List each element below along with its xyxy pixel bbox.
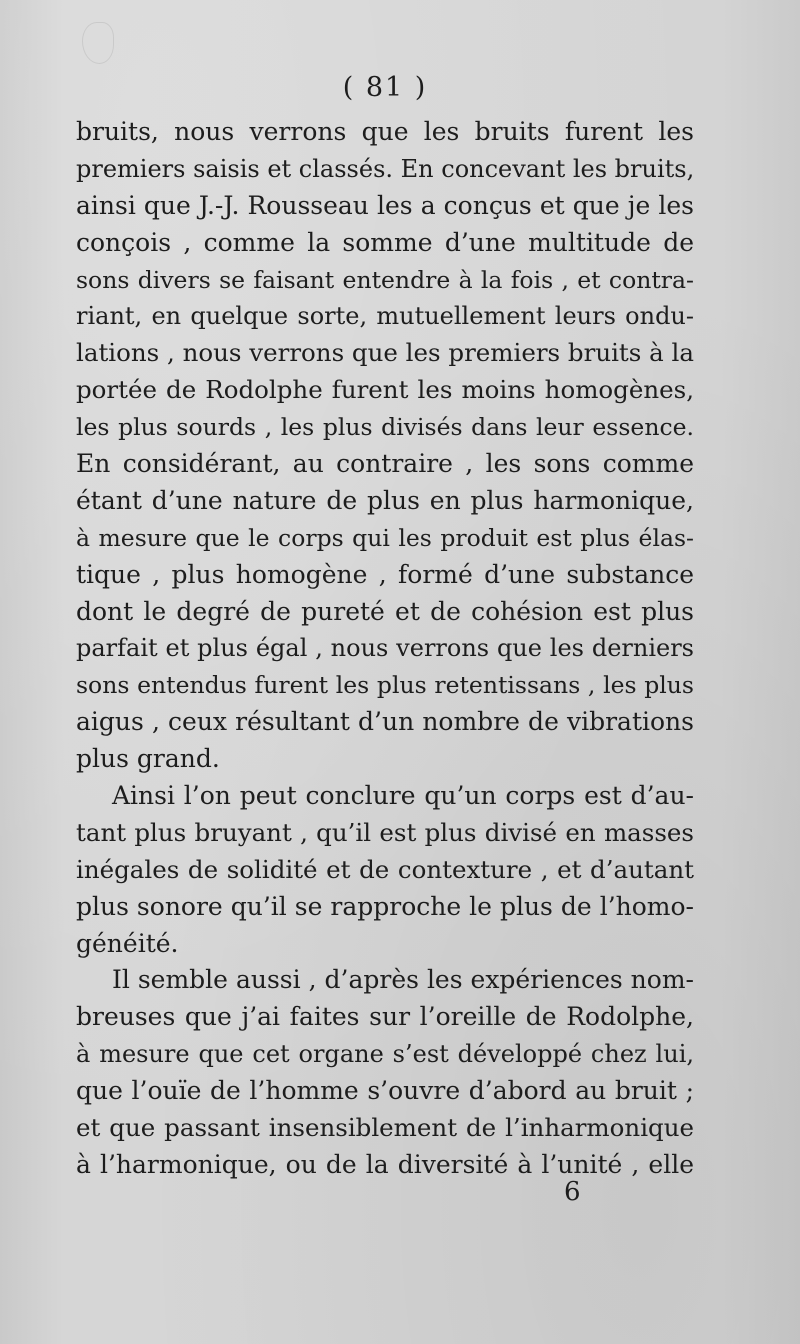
paper-stain <box>82 22 114 64</box>
text-line: et que passant insensiblement de l’inharmonique <box>76 1113 694 1143</box>
text-line: sons divers se faisant entendre à la fois , et contra- <box>76 265 694 294</box>
text-line: bruits, nous verrons que les bruits furent les <box>76 117 694 146</box>
text-line: En considérant, au contraire , les sons comme <box>76 449 694 479</box>
text-line: les plus sourds , les plus divisés dans leur essence. <box>76 413 694 442</box>
text-line: breuses que j’ai faites sur l’oreille de Rodolphe, <box>76 1002 694 1032</box>
text-line: Il semble aussi , d’après les expériences nom- <box>112 965 694 995</box>
text-line: plus grand. <box>76 744 220 774</box>
signature-mark: 6 <box>564 1177 581 1207</box>
text-line: lations , nous verrons que les premiers bruits à la <box>76 338 694 368</box>
text-line: Ainsi l’on peut conclure qu’un corps est d’au- <box>112 781 694 811</box>
body-text <box>76 114 694 1184</box>
text-line: parfait et plus égal , nous verrons que les derniers <box>76 634 694 663</box>
text-line: généité. <box>76 928 179 958</box>
text-line: conçois , comme la somme d’une multitude de <box>76 227 694 257</box>
text-line: tant plus bruyant , qu’il est plus divisé en masses <box>76 817 694 847</box>
text-line: dont le degré de pureté et de cohésion est plus <box>76 596 694 626</box>
text-line: aigus , ceux résultant d’un nombre de vibrations <box>76 707 694 737</box>
text-line: sons entendus furent les plus retentissans , les plus <box>76 671 694 700</box>
text-line: à mesure que le corps qui les produit est plus élas- <box>76 523 694 552</box>
text-line: à l’harmonique, ou de la diversité à l’unité , elle <box>76 1149 694 1179</box>
text-line: à mesure que cet organe s’est développé chez lui, <box>76 1040 694 1069</box>
text-line: premiers saisis et classés. En concevant les bruits, <box>76 154 695 183</box>
text-line: plus sonore qu’il se rapproche le plus de l’homo- <box>76 891 694 921</box>
page-number: ( 81 ) <box>342 72 428 103</box>
text-line: tique , plus homogène , formé d’une substance <box>76 559 694 589</box>
text-line: ainsi que J.-J. Rousseau les a conçus et que je les <box>76 190 694 220</box>
text-line: que l’ouïe de l’homme s’ouvre d’abord au bruit ; <box>76 1076 694 1106</box>
text-line: inégales de solidité et de contexture , et d’autant <box>76 854 694 884</box>
text-line: portée de Rodolphe furent les moins homogènes, <box>76 375 694 405</box>
text-line: riant, en quelque sorte, mutuellement leurs ondu- <box>76 302 694 331</box>
text-line: étant d’une nature de plus en plus harmonique, <box>76 485 694 515</box>
